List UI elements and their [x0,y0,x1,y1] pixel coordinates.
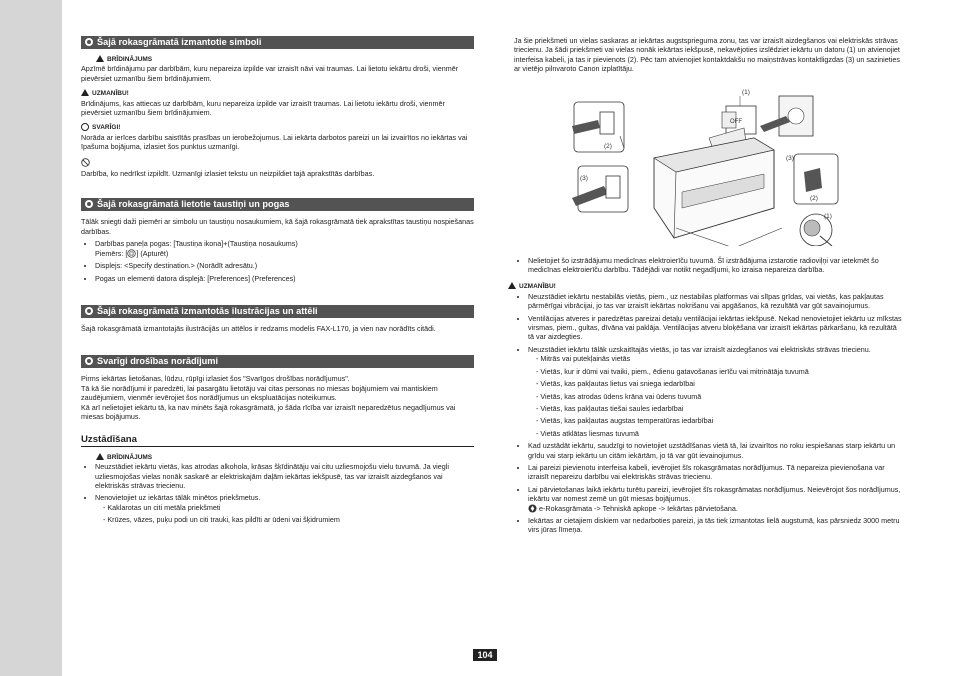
page-number: 104 [473,649,497,661]
inset-cable-2 [572,166,628,212]
caution-list [514,292,902,535]
list-item-text: Nenovietojiet uz iekārtas tālāk minētos priekšmetus. [95,493,261,503]
section-bullet-icon [85,357,93,365]
left-column [81,36,474,528]
callout-1-switch: (1) [742,88,750,96]
installation-heading: Uzstādīšana [81,435,474,446]
list-item-text: Lai pārvietošanas laikā iekārtu turētu pareizi, ievērojiet šīs rokasgrāmatas norādījumus. Neievērojot šos norādījumus, iekārtu var nomest zemē un gūt miesas bojājumus. [528,484,901,504]
list-item: • Kad uzstādāt iekārtu, saudzīgi to novietojiet uzstādīšanas vietā tā, lai izvairītos no roku iespiešanas starp iekārtu un grīdu vai starp iekārtu un citām iekārtām, jo tā var gūt ievainojumus. [528,441,902,460]
important-icon [81,123,89,131]
warning-triangle-icon [96,55,104,62]
inset-power-switch [722,96,756,134]
section-bullet-icon [85,200,93,208]
fax-machine-figure [564,88,842,246]
e-manual-link[interactable]: e-Rokasgrāmata -> Tehniskā apkope -> Iekārtas pārvietošana. [539,503,738,513]
list-item-text: Neuzstādiet iekārtu tālāk uzskaitītajās vietās, jo tas var izraisīt aizdegšanos vai elektriskās strāvas triecienu. [528,344,871,354]
e-manual-icon [528,504,537,513]
warning-tag [81,55,474,64]
warning-description: Apzīmē brīdinājumu par darbībām, kuru nepareiza izpilde var izraisīt nāvi vai traumas. Lai lietotu iekārtu droši, vienmēr pievērsiet uzmanību šiem brīdinājumiem. [81,64,459,83]
important-tag [81,123,474,132]
section-header-safety [81,355,474,368]
caution-label: UZMANĪBU! [92,90,129,98]
sub-list [95,503,474,525]
callout-3-outlet: (3) [786,154,794,162]
section-title: Šajā rokasgrāmatā lietotie taustiņi un pogas [97,199,290,210]
prohibit-row [81,158,474,169]
list-item: • Iekārtas ar cietajiem diskiem var nedarboties pareizi, ja tās tiek izmantotas lielā augstumā, kas pārsniedz 3000 metru virs jūras līmeņa. [528,516,902,535]
list-item [95,493,474,524]
example-prefix: Piemērs: [ [95,248,128,258]
list-item [528,485,902,513]
fax-machine [654,128,782,246]
list-item-text: Darbības paneļa pogas: [Taustiņa ikona]+(Taustiņa nosaukums) [95,239,298,249]
install-warning-tag [81,453,474,462]
list-item [528,345,902,438]
illustrations-text: Šajā rokasgrāmatā izmantotajās ilustrācijās un attēlos ir redzams modelis FAX-L170, ja vien nav norādīts citādi. [81,323,436,333]
warning-triangle-icon [96,453,104,460]
sub-list-item: - Krūzes, vāzes, puķu podi un citi trauki, kas pildīti ar ūdeni vai šķidrumiem [103,515,474,524]
safety-intro: Pirms iekārtas lietošanas, lūdzu, rūpīgi izlasiet šos "Svarīgos drošības norādījumus". [81,374,350,384]
list-item [95,239,474,258]
section-header-keys [81,198,474,211]
caution-label: UZMANĪBU! [519,283,556,291]
location-sub-list [528,354,902,438]
section-header-symbols [81,36,474,49]
list-item: • Nelietojiet šo izstrādājumu medicīnas elektroierīču tuvumā. Šī izstrādājuma izstarotie radioviļņi var ietekmēt šo medicīnas elektroierīču darbību. Tādējādi var notikt negadījumi, ko izraisa nepareiza darbība. [528,256,902,275]
caution-triangle-icon [81,89,89,96]
keys-list [81,239,474,283]
sub-list-item: - Vietās, kas pakļautas tiešai saules iedarbībai [536,404,902,413]
warning-label: BRĪDINĀJUMS [107,453,153,461]
important-label: SVARĪGI! [92,124,121,132]
section-title: Svarīgi drošības norādījumi [97,356,218,367]
sub-list-item: - Vietās, kas pakļautas lietus vai sniega iedarbībai [536,379,902,388]
list-item: • Ventilācijas atveres ir paredzētas pareizai detaļu ventilācijai iekārtas iekšpusē. Nekad nenovietojiet iekārtu uz mīkstas virsmas, piem., gultas, dīvāna vai paklāja. Ventilācijas atveru bloķēšana var izraisīt iekārtas pārkaršanu, kā rezultātā tā var aizdegties. [528,314,902,342]
disconnect-illustration [564,88,842,246]
important-description: Norāda ar ierīces darbību saistītās prasības un ierobežojumus. Lai iekārta darbotos pareizi un lai izvairītos no iekārtas vai īpašuma bojājuma, izlasiet šos punktus uzmanīgi. [81,132,468,152]
sub-list-item: - Vietās atklātas liesmas tuvumā [536,429,902,438]
section-title: Šajā rokasgrāmatā izmantotās ilustrācijas un attēli [97,305,318,316]
section-bullet-icon [85,38,93,46]
callout-3-cable: (3) [580,174,588,182]
list-item: • Pogas un elementi datora displejā: [Preferences] (Preferences) [95,274,474,283]
caution-tag-right [514,282,902,291]
list-item: • Neuzstādiet iekārtu nestabilās vietās, piem., uz nestabilas platformas vai slīpas grīdas, vai vietās, kas pakļautas pārmērīgai vibrācijai, jo tas var izraisīt iekārtas nokrišanu vai apgāšanos, kā rezultātā var gūt savainojumus. [528,292,902,311]
callout-2-cable: (2) [604,142,612,150]
stop-key-icon [127,249,136,258]
page-margin-bar [0,0,62,676]
prohibit-description: Darbība, ko nedrīkst izpildīt. Uzmanīgi izlasiet tekstu un neizpildiet tajā aprakstītās darbības. [81,169,375,179]
callout-2-right: (2) [810,194,818,202]
inset-power-outlet [760,96,813,136]
caution-triangle-icon [508,282,516,289]
sub-list-item: - Vietās, kas pakļautas augstas temperatūras iedarbībai [536,416,902,425]
caution-tag [81,89,474,98]
list-item: • Lai pareizi pievienotu interfeisa kabeli, ievērojiet šīs rokasgrāmatas norādījumus. Tā nepareiza pievienošana var izraisīt nepareizu darbību vai elektriskās strāvas triecienu. [528,463,902,482]
example-suffix: ] (Apturēt) [136,248,169,258]
keys-intro: Tālāk sniegti daži piemēri ar simbolu un taustiņu nosaukumiem, kā šajā rokasgrāmatā tiek aprakstītas taustiņu nospiešanas darbības. [81,217,474,236]
section-header-illustrations [81,305,474,318]
install-warning-list [81,462,474,524]
safety-intro-3: Kā arī nelietojiet iekārtu tā, ka nav minēts šajā rokasgrāmatā, jo šāda rīcība var izraisīt neparedzētus negadījumus vai miesas bojājumus. [81,402,456,421]
right-column [514,36,902,538]
section-bullet-icon [85,307,93,315]
sub-list-item: - Kaklarotas un citi metāla priekšmeti [103,503,474,512]
off-label: OFF [730,118,742,125]
caution-description: Brīdinājums, kas attiecas uz darbībām, kuru nepareiza izpilde var izraisīt traumas. Lai lietotu iekārtu droši, vienmēr pievērsiet uzmanību šiem brīdinājumiem. [81,98,445,118]
list-item: • Displejs: <Specify destination.> (Norādīt adresātu.) [95,261,474,270]
callout-1-button: (1) [824,212,832,220]
inset-interface-cable [572,102,624,152]
sub-list-item: - Vietās, kur ir dūmi vai tvaiki, piem., ēdienu gatavošanas ierīču vai mitrinātāja tuvumā [536,367,902,376]
safety-intro-2: Tā kā šie norādījumi ir paredzēti, lai pasargātu lietotāju vai citas personas no miesas bojājumiem vai mantiskiem zaudējumiem, vienmēr ievērojiet šos norādījumus un ekspluatācijas noteikumus. [81,383,438,403]
warning-label: BRĪDINĀJUMS [107,56,153,63]
list-item: • Neuzstādiet iekārtu vietās, kas atrodas alkohola, krāsas šķīdinātāju vai citu uzliesmojošu vielu tuvumā. Ja viegli uzliesmojošas vielas nonāk saskarē ar elektriskajām daļām iekārtas iekšpusē, tas var izraisīt aizdegšanos vai elektriskās strāvas triecienu. [95,462,474,490]
intro-paragraph: Ja šie priekšmeti un vielas saskaras ar iekārtas augstsprieguma zonu, tas var izraisīt aizdegšanos vai elektriskās strāvas triecienu. Ja šādi priekšmeti vai vielas nonāk iekārtas iekšpusē, nekavējoties izslēdziet iekārtu un datoru (1) un atvienojiet interfeisa kabeli, ja tas ir pievienots (2). Pēc tam atvienojiet kontaktdakšu no maiņstrāvas kontaktligzdas (3) un sazinieties ar vietējo pilnvaroto Canon izplatītāju. [514,36,900,74]
sub-list-item: - Vietās, kas atrodas ūdens krāna vai ūdens tuvumā [536,392,902,401]
prohibit-icon [81,158,90,167]
section-title: Šajā rokasgrāmatā izmantotie simboli [97,37,262,47]
sub-list-item: - Mitrās vai putekļainās vietās [536,354,902,363]
medical-list [514,256,902,275]
